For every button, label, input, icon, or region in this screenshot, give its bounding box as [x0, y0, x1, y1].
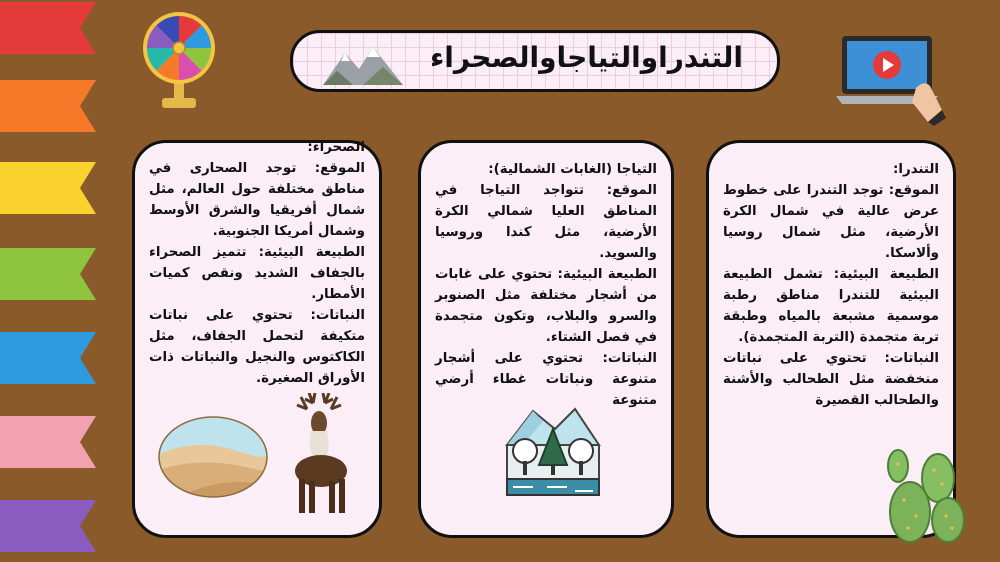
cactus-icon	[880, 420, 970, 554]
ribbon-red	[0, 2, 96, 54]
card-tundra-text	[723, 159, 939, 411]
ribbon-yellow	[0, 162, 96, 214]
desert-location: الموقع: توجد الصحارى في مناطق مختلفة حول العالم، مثل شمال أفريقيا والشرق الأوسط وشمال أمريكا الجنوبية.	[149, 161, 365, 239]
mountains-icon	[323, 43, 403, 91]
ribbon-orange	[0, 80, 96, 132]
page-title: التندراوالتياجاوالصحراء	[429, 41, 743, 74]
card-taiga	[418, 140, 674, 538]
tundra-heading: التندرا:	[893, 162, 939, 177]
ribbon-blue	[0, 332, 96, 384]
laptop-video-icon	[836, 30, 948, 130]
title-banner	[290, 30, 780, 92]
desert-plants: النباتات: تحتوي على نباتات متكيفة لتحمل الجفاف، مثل الكاكتوس والنجيل والنباتات ذات الأوراق الصغيرة.	[149, 308, 365, 386]
taiga-heading: التياجا (الغابات الشمالية):	[488, 162, 657, 177]
taiga-location: الموقع: تتواجد التياجا في المناطق العليا شمالي الكرة الأرضية، مثل كندا وروسيا والسويد.	[435, 183, 657, 261]
card-desert-text	[149, 137, 365, 389]
ribbon-pink	[0, 416, 96, 468]
prize-wheel-icon	[140, 8, 218, 116]
ribbon-purple	[0, 500, 96, 552]
card-desert	[132, 140, 382, 538]
tundra-environment: الطبيعة البيئية: تشمل الطبيعة البيئية للتندرا مناطق رطبة موسمية مشبعة بالمياه وطبقة تربة متجمدة (التربة المتجمدة).	[723, 267, 939, 345]
taiga-environment: الطبيعة البيئية: تحتوي على غابات من أشجار مختلفة مثل الصنوبر والسرو والبلاب، وتكون متجمدة في فصل الشتاء.	[435, 267, 657, 345]
tundra-location: الموقع: توجد التندرا على خطوط عرض عالية في شمال الكرة الأرضية، مثل شمال روسيا وألاسكا.	[723, 183, 939, 261]
forest-landscape-icon	[503, 405, 603, 503]
taiga-plants: النباتات: تحتوي على أشجار متنوعة ونباتات غطاء أرضي متنوعة	[435, 351, 657, 408]
reindeer-icon	[285, 393, 355, 521]
card-taiga-text	[435, 159, 657, 411]
desert-dunes-icon	[157, 415, 269, 503]
ribbon-green	[0, 248, 96, 300]
desert-heading: الصحراء:	[307, 140, 365, 155]
tundra-plants: النباتات: تحتوي على نباتات منخفضة مثل الطحالب والأشنة والطحالب القصيرة	[723, 351, 939, 408]
desert-environment: الطبيعة البيئية: تتميز الصحراء بالجفاف الشديد ونقص كميات الأمطار.	[149, 245, 365, 302]
